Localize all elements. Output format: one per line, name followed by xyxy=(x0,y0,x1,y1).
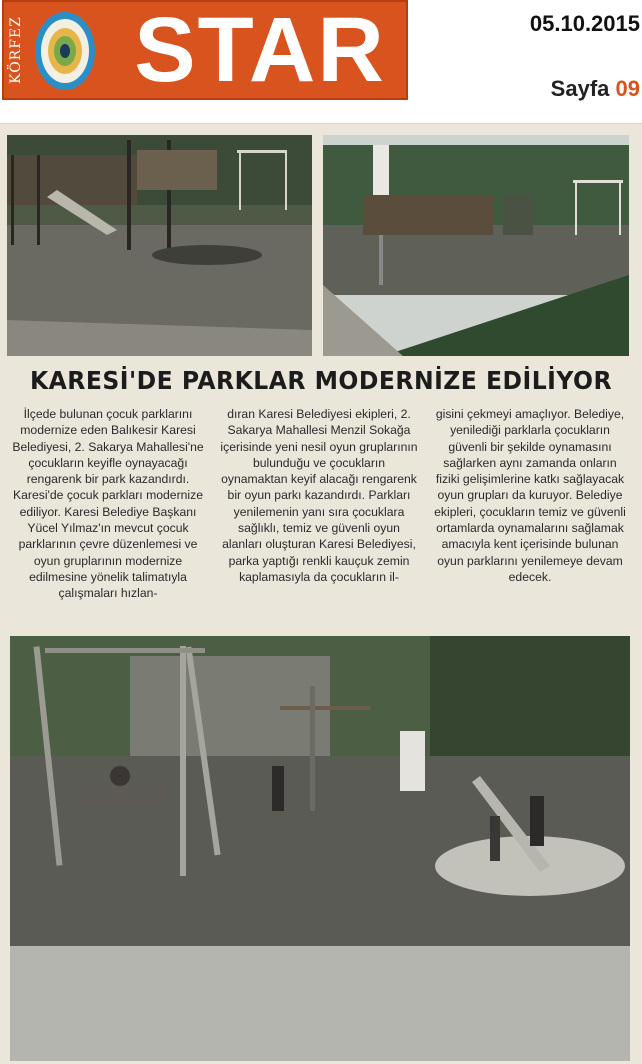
photo-playground-right xyxy=(323,135,629,356)
eye-logo-icon xyxy=(34,11,96,91)
article-headline: KARESİ'DE PARKLAR MODERNİZE EDİLİYOR xyxy=(29,366,613,395)
page-number-label xyxy=(551,76,640,102)
article-column-3 xyxy=(430,406,630,624)
article-body xyxy=(8,406,630,624)
article-column-2 xyxy=(219,406,419,624)
article-column-1-text: İlçede bulunan çocuk parklarını modernize eden Balıkesir Karesi Belediyesi, 2. Sakarya Mahallesi'ne çocukların keyifle oynayacağı rengarenk bir park kazandırdı. Karesi'de çocuk parkları modernize ediliyor. Karesi Belediye Başkanı Yücel Yılmaz'ın mevcut çocuk parklarının çevre düzenlemesi ve oyun gruplarının modernize edilmesine yönelik talimatıyla çalışmaları hızlan- xyxy=(12,407,204,601)
news-clipping xyxy=(0,123,642,1064)
masthead-title: STAR xyxy=(134,0,386,100)
photo-children-playing xyxy=(10,636,630,1061)
article-column-2-text: dıran Karesi Belediyesi ekipleri, 2. Sakarya Mahallesi Menzil Sokağa içerisinde yeni nesil oyun gruplarının bulunduğu ve çocukların oynamaktan keyif alacağı rengarenk bir oyun parkı kazandırdı. Parkları yenilemenin yanı sıra çocuklara sağlıklı, temiz ve güvenli oyun alanları oluşturan Karesi Belediyesi, parka yaptığı renkli kauçuk zemin kaplamasıyla da çocukların il- xyxy=(220,407,418,584)
page-word: Sayfa xyxy=(550,76,610,101)
article-column-1 xyxy=(8,406,208,624)
page-number: 09 xyxy=(615,76,640,101)
issue-date: 05.10.2015 xyxy=(529,11,640,36)
article-column-3-text: gisini çekmeyi amaçlıyor. Belediye, yenilediği parklarla çocukların güvenli bir şekilde oynamasını sağlarken aynı zamanda onların fiziki gelişimlerine katkı sağlayacak oyun grupları da kuruyor. Belediye ekipleri, çocukların temiz ve güvenli ortamlarda oynamalarını sağlamak amacıyla kent içerisinde bulunan oyun parklarını yenilemeye devam edecek. xyxy=(434,407,626,584)
masthead-side-text: KÖRFEZ xyxy=(8,16,25,84)
masthead-side-label xyxy=(4,2,28,98)
newspaper-masthead xyxy=(2,0,408,100)
photo-playground-left xyxy=(7,135,312,356)
